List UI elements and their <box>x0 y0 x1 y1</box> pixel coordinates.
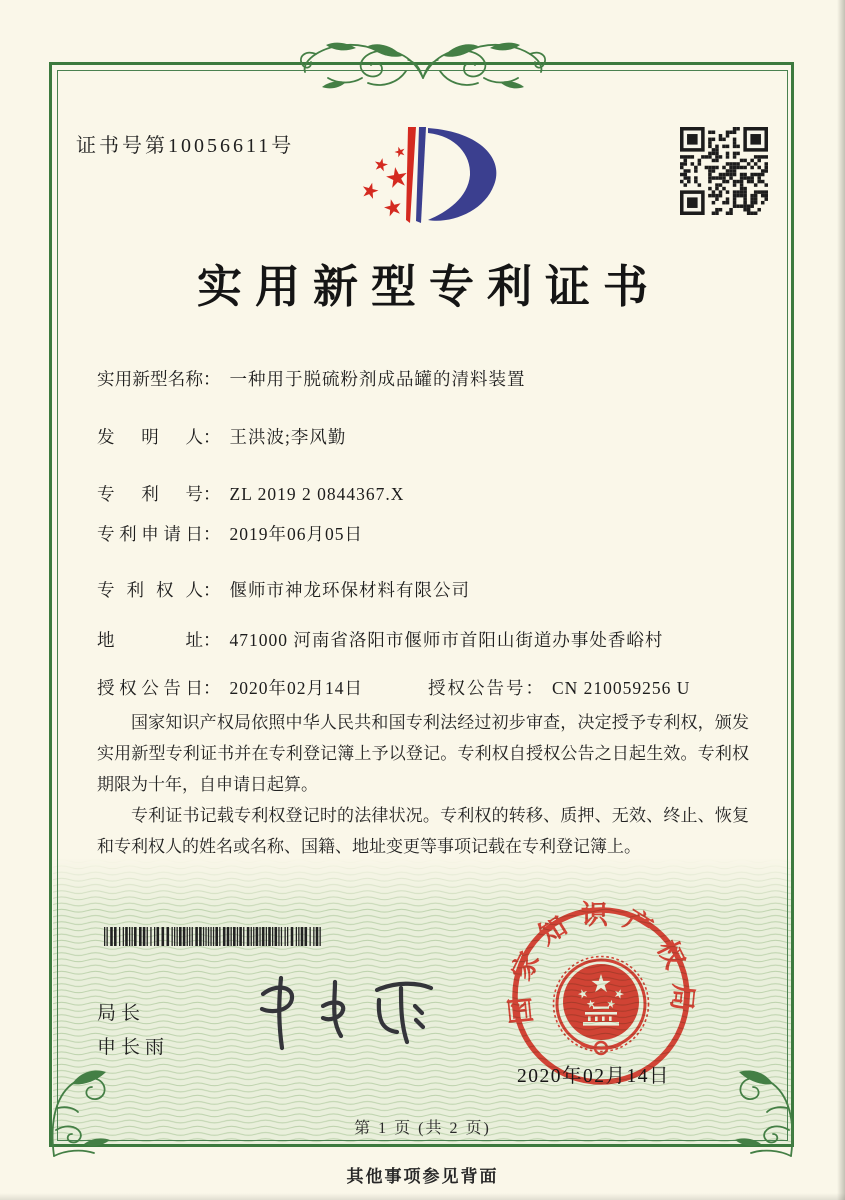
field-value: 2019年06月05日 <box>229 524 363 544</box>
field-row-address <box>97 627 663 652</box>
national-emblem-icon <box>554 957 649 1055</box>
colon: ： <box>203 484 221 504</box>
field-label: 授权公告号 <box>428 678 526 698</box>
field-value: 偃师市神龙环保材料有限公司 <box>229 580 470 600</box>
field-row-patentee <box>97 577 470 602</box>
field-value: 2020年02月14日 <box>229 678 363 698</box>
field-label: 专利号 <box>97 484 203 504</box>
colon: ： <box>203 369 221 389</box>
field-row-filing-date <box>97 521 363 546</box>
field-value: 王洪波;李风勤 <box>229 427 347 447</box>
field-label: 发明人 <box>97 427 203 447</box>
field-row-inventor <box>97 424 346 449</box>
director-title: 局长 <box>97 1003 146 1024</box>
cnipa-logo-icon <box>332 120 527 238</box>
scan-shadow-right <box>837 0 845 1200</box>
field-value: 一种用于脱硫粉剂成品罐的清料装置 <box>229 369 526 389</box>
top-ornament <box>294 38 552 96</box>
scan-shadow-bottom <box>0 1193 845 1200</box>
field-label: 专利权人 <box>97 580 203 600</box>
colon: ： <box>203 427 221 447</box>
barcode <box>104 927 323 946</box>
field-label: 地址 <box>97 630 203 650</box>
legal-paragraph-2: 专利证书记载专利权登记时的法律状况。专利权的转移、质押、无效、终止、恢复和专利权人的姓名或名称、国籍、地址变更等事项记载在专利登记簿上。 <box>97 806 749 856</box>
field-label: 专利申请日 <box>97 524 203 544</box>
colon: ： <box>525 678 543 698</box>
legal-paragraph-1: 国家知识产权局依照中华人民共和国专利法经过初步审查，决定授予专利权，颁发实用新型专利证书并在专利登记簿上予以登记。专利权自授权公告之日起生效。专利权期限为十年，自申请日起算。 <box>97 713 749 794</box>
field-row-gazette-no <box>428 675 690 700</box>
bottom-right-ornament <box>701 1068 801 1160</box>
qr-code <box>680 127 768 215</box>
page-number: 第 1 页 (共 2 页) <box>354 1120 491 1137</box>
colon: ： <box>203 630 221 650</box>
field-value: 471000 河南省洛阳市偃师市首阳山街道办事处香峪村 <box>229 630 664 650</box>
field-row-patent-no <box>97 481 404 506</box>
seal-text: 国家知识产权局 <box>503 900 699 1026</box>
back-side-note: 其他事项参见背面 <box>346 1167 499 1186</box>
bottom-left-ornament <box>44 1068 144 1160</box>
field-label: 授权公告日 <box>97 678 203 698</box>
field-value: CN 210059256 U <box>552 678 691 698</box>
seal-date: 2020年02月14日 <box>517 1066 671 1087</box>
field-label: 实用新型名称 <box>97 369 203 389</box>
certificate-title: 实用新型专利证书 <box>196 262 661 312</box>
director-name: 申长雨 <box>97 1037 170 1058</box>
field-row-name <box>97 366 526 391</box>
colon: ： <box>203 580 221 600</box>
handwritten-signature <box>235 968 450 1053</box>
colon: ： <box>203 678 221 698</box>
legal-text <box>97 707 749 862</box>
colon: ： <box>203 524 221 544</box>
field-value: ZL 2019 2 0844367.X <box>229 484 405 504</box>
certificate-number: 证书号第10056611号 <box>76 135 295 157</box>
field-row-grant-date <box>97 675 363 700</box>
